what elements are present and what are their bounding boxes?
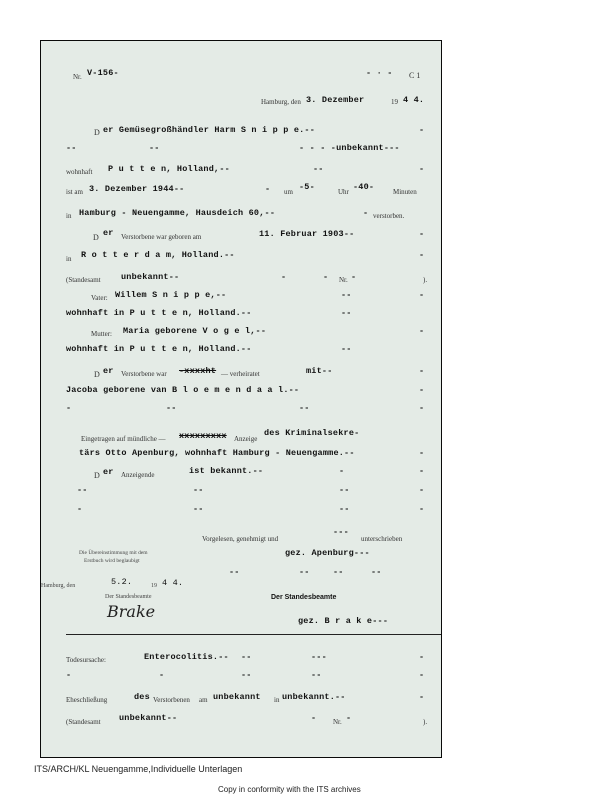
struck-text: -xxxxht bbox=[179, 366, 217, 376]
dash: -- bbox=[166, 403, 177, 413]
dash: - bbox=[77, 504, 83, 514]
father-name: Willem S n i p p e,-- bbox=[115, 290, 227, 300]
verstorben-label: verstorben. bbox=[373, 212, 405, 220]
class-code: C 1 bbox=[409, 71, 421, 80]
informant-text-2: tärs Otto Apenburg, wohnhaft Hamburg - Neuengamme.-- bbox=[79, 448, 355, 458]
informant-text-1: des Kriminalsekre- bbox=[264, 428, 360, 438]
birth-label: Verstorbene war geboren am bbox=[121, 233, 202, 241]
dash: -- bbox=[241, 670, 252, 680]
dash: - bbox=[419, 164, 425, 174]
read-approved-label: Vorgelesen, genehmigt und bbox=[202, 535, 279, 543]
in-label: in bbox=[66, 255, 72, 263]
mother-name: Maria geborene V o g e l,-- bbox=[123, 326, 267, 336]
dash: -- bbox=[149, 143, 160, 153]
standesamt-nr: - bbox=[351, 272, 357, 282]
left-official-signature: Brake bbox=[107, 602, 156, 621]
certification-line-1: Die Übereinstimmung mit dem bbox=[79, 550, 148, 556]
record-date: 3. Dezember bbox=[306, 95, 365, 105]
close-paren: ). bbox=[423, 276, 428, 284]
dash: - bbox=[419, 448, 425, 458]
cert-year-prefix: 19 bbox=[151, 583, 157, 589]
death-label: ist am bbox=[66, 188, 83, 196]
dash: - bbox=[66, 670, 72, 680]
deceased-title-name: er Gemüsegroßhändler Harm S n i p p e.-- bbox=[103, 125, 316, 135]
dash: - bbox=[419, 504, 425, 514]
dash: -- bbox=[339, 504, 350, 514]
dash: -- bbox=[341, 290, 352, 300]
dash: - bbox=[419, 290, 425, 300]
dash: - bbox=[419, 670, 425, 680]
death-place: Hamburg - Neuengamme, Hausdeich 60,-- bbox=[79, 208, 276, 218]
standesamt-value: unbekannt-- bbox=[121, 272, 180, 282]
residence-label: wohnhaft bbox=[66, 168, 93, 176]
cert-date: 5.2. bbox=[111, 577, 133, 587]
dash: -- bbox=[333, 567, 344, 577]
conformity-note: Copy in conformity with the ITS archives bbox=[218, 785, 361, 794]
dash: -- bbox=[77, 485, 88, 495]
signed-label: unterschrieben bbox=[361, 535, 403, 543]
death-hour: -5- bbox=[299, 182, 315, 192]
married-label: — verheiratet bbox=[221, 370, 260, 378]
cause-label: Todesursache: bbox=[66, 656, 106, 664]
marriage-date-unknown: unbekannt bbox=[213, 692, 261, 702]
cert-year-suffix: 4 4. bbox=[162, 578, 184, 588]
birth-er: er bbox=[103, 228, 114, 238]
dash: -- bbox=[371, 567, 382, 577]
close-paren: ). bbox=[423, 718, 428, 726]
dash: - bbox=[66, 403, 72, 413]
standesamt-label: (Standesamt bbox=[66, 718, 101, 726]
divider-line bbox=[66, 634, 441, 635]
um-label: um bbox=[284, 188, 293, 196]
standesamt-nr: - bbox=[346, 713, 352, 723]
struck-text: xxxxxxxxx bbox=[179, 431, 227, 441]
place-date-label: Hamburg, den bbox=[261, 98, 301, 106]
dash: -- bbox=[313, 164, 324, 174]
archive-reference: ITS/ARCH/KL Neuengamme,Individuelle Unterlagen bbox=[34, 764, 243, 774]
dash: - bbox=[339, 466, 345, 476]
religion-unknown: - - - -unbekannt--- bbox=[299, 143, 400, 153]
year-suffix: 4 4. bbox=[403, 95, 425, 105]
marriage-er: er bbox=[103, 366, 114, 376]
minuten-label: Minuten bbox=[393, 188, 417, 196]
dash: - bbox=[323, 272, 329, 282]
year-prefix: 19 bbox=[391, 98, 398, 106]
in-label: in bbox=[274, 696, 280, 704]
dash: - bbox=[419, 692, 425, 702]
spouse-name: Jacoba geborene van B l o e m e n d a a l.-- bbox=[66, 385, 300, 395]
informant-known: ist bekannt.-- bbox=[189, 466, 264, 476]
marriage-des: des bbox=[134, 692, 150, 702]
cause-value: Enterocolitis.-- bbox=[144, 652, 229, 662]
anzeige-label: Anzeige bbox=[234, 435, 258, 443]
dash: -- bbox=[311, 670, 322, 680]
prefix-d: D bbox=[94, 128, 100, 137]
dash: - bbox=[419, 466, 425, 476]
dash: - bbox=[419, 229, 425, 239]
marriage-place-unknown: unbekannt.-- bbox=[282, 692, 346, 702]
dash: --- bbox=[311, 652, 327, 662]
dash: - bbox=[265, 184, 271, 194]
standesamt-value: unbekannt-- bbox=[119, 713, 178, 723]
dash: -- bbox=[299, 567, 310, 577]
mit-label: mit-- bbox=[306, 366, 333, 376]
certification-line-2: Erstbuch wird beglaubigt bbox=[84, 558, 140, 564]
informant-signature: gez. Apenburg--- bbox=[285, 548, 370, 558]
death-date: 3. Dezember 1944-- bbox=[89, 184, 185, 194]
standesamt-label: (Standesamt bbox=[66, 276, 101, 284]
dash: - bbox=[419, 125, 425, 135]
residence-value: P u t t e n, Holland,-- bbox=[108, 164, 230, 174]
mother-label: Mutter: bbox=[91, 330, 112, 338]
left-official-label: Der Standesbeamte bbox=[105, 594, 152, 600]
informant-label: Eingetragen auf mündliche — bbox=[81, 435, 166, 443]
birth-date: 11. Februar 1903-- bbox=[259, 229, 355, 239]
dash: - bbox=[281, 272, 287, 282]
cert-place-label: Hamburg, den bbox=[41, 583, 76, 589]
dash: -- bbox=[241, 652, 252, 662]
in-label: in bbox=[66, 212, 72, 220]
verstorbenen-label: Verstorbenen bbox=[153, 696, 190, 704]
uhr-label: Uhr bbox=[338, 188, 349, 196]
am-label: am bbox=[199, 696, 208, 704]
prefix-d: D bbox=[94, 471, 100, 480]
informant-er: er bbox=[103, 467, 114, 477]
dash: -- bbox=[299, 403, 310, 413]
dash: - bbox=[419, 485, 425, 495]
dash: - bbox=[159, 670, 165, 680]
stamp-marks: - · - bbox=[366, 68, 393, 78]
dash: -- bbox=[229, 567, 240, 577]
nr-label: Nr. bbox=[339, 276, 348, 284]
right-official-label: Der Standesbeamte bbox=[271, 594, 337, 601]
right-official-signature: gez. B r a k e--- bbox=[298, 616, 389, 626]
dash: - bbox=[311, 713, 317, 723]
prefix-d: D bbox=[94, 370, 100, 379]
dash: - bbox=[419, 385, 425, 395]
dash: -- bbox=[66, 143, 77, 153]
dash: - bbox=[419, 326, 425, 336]
dash: - bbox=[419, 366, 425, 376]
dash: - bbox=[419, 250, 425, 260]
marriage-label: Eheschließung bbox=[66, 696, 108, 704]
anzeigende-label: Anzeigende bbox=[121, 471, 155, 479]
nr-label: Nr. bbox=[73, 73, 82, 81]
death-minutes: -40- bbox=[353, 182, 375, 192]
marriage-label: Verstorbene war bbox=[121, 370, 167, 378]
dash: - bbox=[419, 652, 425, 662]
read-dashes: --- bbox=[333, 527, 349, 537]
mother-residence: wohnhaft in P u t t e n, Holland.-- bbox=[66, 344, 252, 354]
record-sheet bbox=[40, 40, 442, 758]
father-residence: wohnhaft in P u t t e n, Holland.-- bbox=[66, 308, 252, 318]
nr-label: Nr. bbox=[333, 718, 342, 726]
father-label: Vater: bbox=[91, 294, 108, 302]
dash: -- bbox=[193, 485, 204, 495]
birth-prefix: D bbox=[93, 233, 99, 242]
record-number: V-156- bbox=[87, 68, 119, 78]
birth-place: R o t t e r d a m, Holland.-- bbox=[81, 250, 235, 260]
dash: -- bbox=[193, 504, 204, 514]
dash: - bbox=[363, 208, 369, 218]
dash: - bbox=[419, 403, 425, 413]
dash: -- bbox=[341, 308, 352, 318]
dash: -- bbox=[341, 344, 352, 354]
dash: -- bbox=[339, 485, 350, 495]
